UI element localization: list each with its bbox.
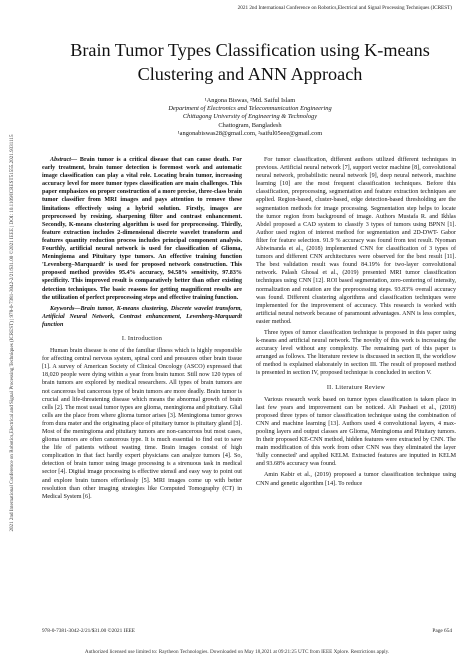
body-paragraph: Various research work based on tumor types classification is taken place in last few years and improvement can be noticed. Ali Pashaei et al., (2018) proposed three types of tumor classification technique using the combination of CNN and machine learning [13]. Authors used 4 convolutional layers, 4 max-pooling layers and output classes are Glioma, Meningioma and Pituitary tumors. In their proposed KE-CNN method, hidden features were extracted by CNN. The main modification of this work from other CNN was they eliminated the layer 'fully connected' and applied KELM. Extracted features are inputted in KELM and 93.68% accuracy was found. (256, 396, 456, 468)
author-emails: ¹angonabiswas28@gmail.com, ²saiful05eee@gmail.com (177, 129, 323, 137)
footer-page-number: Page 654 (432, 628, 452, 634)
section-heading-literature-review: II. Literature Review (326, 383, 386, 391)
section-heading-introduction: I. Introduction (121, 334, 163, 342)
body-paragraph: Three types of tumor classification technique is proposed in this paper using k-means and artificial neural network. The novelty of this work is increasing the accuracy level without any complexity. The remaining part of this paper is arranged as follows. The literature review is discussed in section II, the workflow of method is explained elaborately in section III. The result of proposed method is presented in section IV, proposed technique is concluded in section V. (256, 329, 456, 377)
footer-isbn: 978-0-7381-3042-2/21/$31.00 ©2021 IEEE (42, 628, 136, 634)
title-line-2: Clustering and ANN Approach (137, 64, 363, 84)
author-department: Department of Electronics and Telecommunication Engineering (168, 105, 332, 113)
author-university: Chittagong University of Engineering & Technology (182, 113, 318, 121)
paper-title (40, 38, 460, 86)
abstract-text: Brain tumor is a critical disease that can cause death. For early treatment, brain tumor detection is foremost work and automatic image classification can play a vital role. Locating brain tumor, increasing accuracy level for more tumor types classification are main challenges. This paper emphasizes on proper construction of a more precise, three-class brain tumor classifier from MRI images and pays attention to remove these limitations effectively using a hybrid solution. Firstly, images are preprocessed by resizing, sharpening filter and contrast enhancement. Secondly, K-means clustering algorithm is used for preprocessing. Thirdly, feature extraction includes 2-dimensional discrete wavelet transform and features quantity reduction process includes principal component analysis. Fourthly, artificial neural network is used for classification of Glioma, Meningioma and Pituitary type tumors. An effective training function 'Levenberg–Marquardt' is used for proposed network construction. This proposed method provides 95.4% accuracy, 94.58% sensitivity, 97.83% specificity. This improved result is comparatively better than other existing detection techniques. The basic reasons for getting magnificent results are the utilization of perfect preprocessing steps and effective training function. (42, 157, 242, 301)
keywords-text: Brain tumor, K-means clustering, Discrete wavelet transform, Artificial Neural Network, Contrast enhancement, Levenberg-Marquardt function (42, 305, 242, 328)
keywords-label: Keywords— (50, 305, 81, 312)
intro-paragraph: Human brain disease is one of the familiar illness which is highly responsible for affecting central nervous system, spinal cord and pressures other brain tissue [1]. A survey of American Society of Clinical Oncology (ASCO) expressed that 18,020 people were dying within a year from brain tumor. Still now 120 types of brain tumors are explored by medical researchers. All types of brain tumors are not cancerous but cancerous type of brain tumors are more deadly. Brain tumor is crucial and life-threatening disease which means the abnormal growth of brain cells [2]. The most usual tumor types are glioma, meningioma and pituitary. Glial cells are the place from where glioma tumor arises [3]. Meningioma tumor grows from dura mater and the originating place of pituitary tumor is pituitary gland [3]. Most of the meningioma and pituitary tumors are non-cancerous but most cases, glioma tumors are often cancerous type. It is much essential to find out to save the life of patients without wasting time. Brain images consist of high complication in that fact hardly expert physicians can analyze tumors [4]. So, detection of brain tumor using image processing is a strenuous task in medical sector [4]. Digital image processing is effective utensil and easy way to point out and explore brain tumors effortlessly [5]. MRI images come up with better resolution than other imaging strategies like Computed Tomography (CT) in Medical System [6]. (42, 348, 242, 500)
conference-header: 2021 2nd International Conference on Robotics,Electrical and Signal Processing Techniques (ICREST) (237, 5, 452, 11)
abstract (42, 156, 242, 302)
left-column (42, 156, 242, 504)
body-paragraph: Amin Kabir et al., (2019) proposed a tumor classification technique using CNN and genetic algorithm [14]. To reduce (256, 472, 456, 487)
abstract-label: Abstract— (50, 157, 78, 163)
sidebar-doi: 2021 2nd International Conference on Robotics,Electrical and Signal Processing Techniques (ICREST) | 978-0-7381-3042-2/21/$31.00 ©2021 IEEE | DOI: 10.1109/ICREST51555.2021.9331115 (9, 134, 15, 532)
body-paragraph: For tumor classification, different authors utilized different techniques in previous. Artificial neural network [7], support vector machine [8], convolutional neural network, probabilistic neural network [9], deep neural network, machine learning [10] are the most frequent classification techniques. Before this classification, preprocessing, segmentation and feature extraction techniques are applied. Region-based, cluster-based, edge detection-based thresholding are the segmentation methods for image processing. Segmentation step helps to locate the tumor region from background of image. Authors Mustafa R. and Ikhlas Abdel proposed a CAD system to classify 3 types of tumors using BPNN [1]. Author used region of interest method for segmentation and 2D-DWT- Gabor filter for feature selection. 91.9 % accuracy was found from test result. Nyoman Abiwinanda et al., (2018) implemented CNN for classification of 3 types of tumors and different CNN architectures were observed for the best result [11]. The best validation result was found 84.19% for two-layer convolutional network. Palash Ghosal et al., (2019) presented MRI tumor classification techniques using CNN [12]. ROI based segmentation, zero-centering of intensity, normalization and rotation are the preprocessing steps. 93.83% overall accuracy was found. Different clustering algorithms and classification techniques were implemented for the improvement of accuracy. This research is worked with artificial neural network because of paramount advantages. ANN is less complex, easier method. (256, 157, 456, 325)
title-line-1: Brain Tumor Types Classification using K-means (70, 40, 430, 60)
author-city: Chattogram, Bangladesh (218, 121, 282, 129)
author-names: ¹Angona Biswas, ²Md. Saiful Islam (204, 97, 296, 104)
authorized-use-notice: Authorized licensed use limited to: Raytheon Technologies. Downloaded on May 18,2021 at 09:21:25 UTC from IEEE Xplore. Restrictions apply. (84, 649, 390, 655)
author-block (40, 97, 460, 138)
right-column (256, 156, 456, 491)
keywords (42, 305, 242, 329)
